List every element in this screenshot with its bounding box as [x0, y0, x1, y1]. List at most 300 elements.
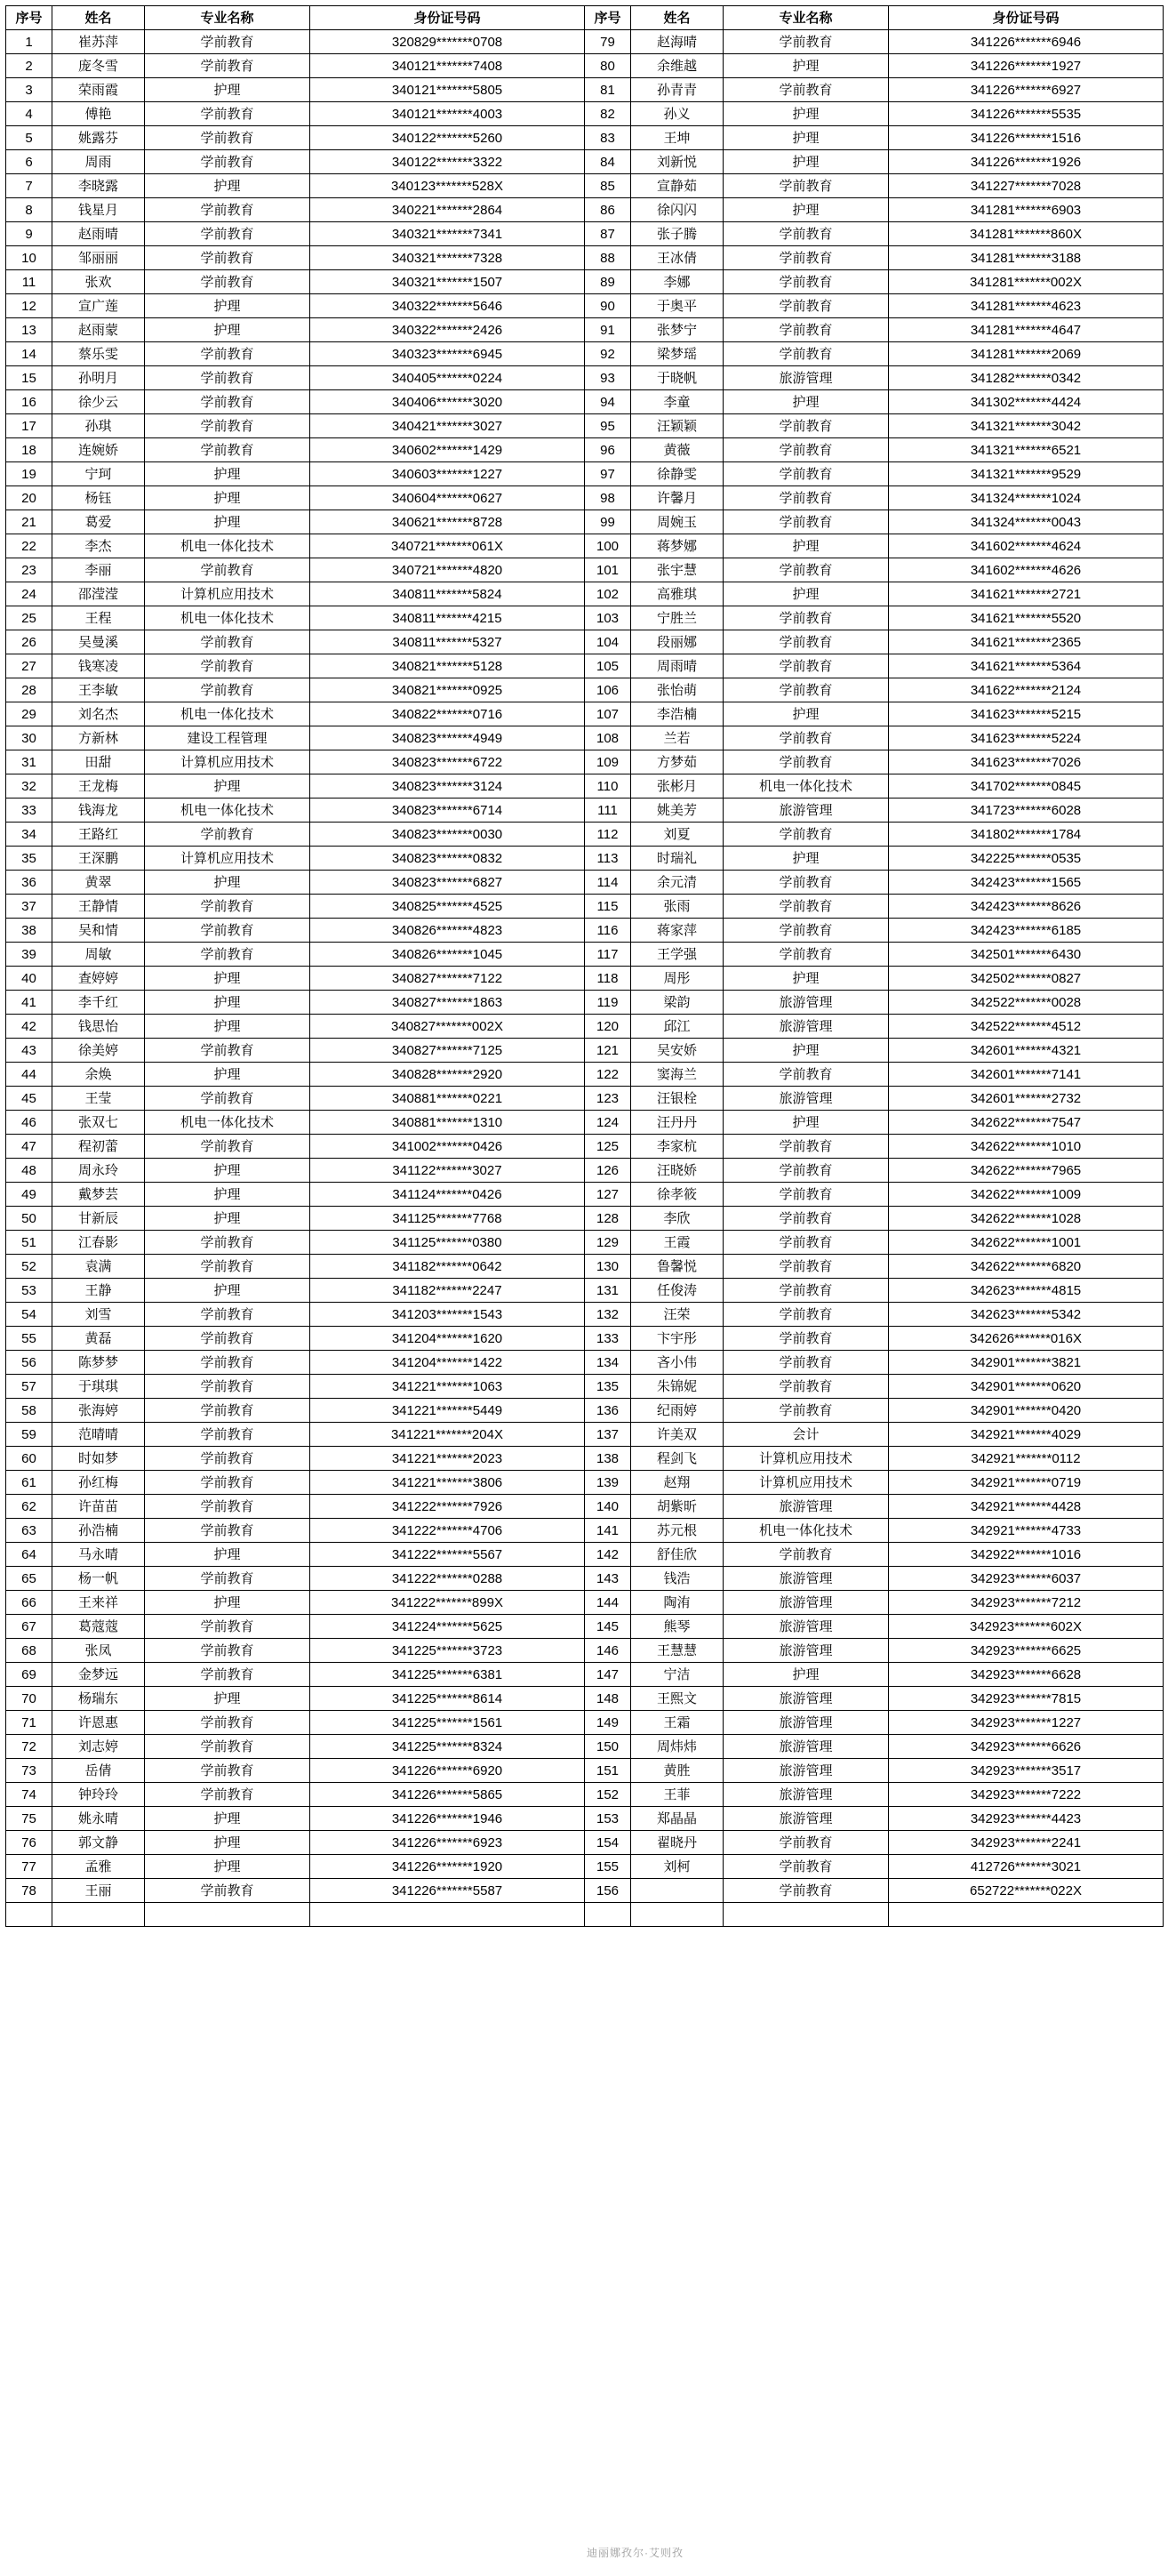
- cell-id-left: 340825*******4525: [310, 895, 585, 919]
- cell-id-left: 341226*******5865: [310, 1783, 585, 1807]
- cell-name-right: [631, 1879, 724, 1903]
- table-row: [6, 1591, 1164, 1615]
- cell-name-right: 蒋家萍: [631, 919, 724, 943]
- cell-major-right: 护理: [724, 390, 889, 414]
- cell-seq-left: 8: [6, 198, 52, 222]
- cell-major-right: 学前教育: [724, 1375, 889, 1399]
- cell-seq-left: 12: [6, 294, 52, 318]
- cell-id-left: 341221*******204X: [310, 1423, 585, 1447]
- cell-name-right: 方梦茹: [631, 750, 724, 774]
- table-row: [6, 558, 1164, 582]
- cell-major-left: 学前教育: [145, 1879, 310, 1903]
- cell-major-left: 护理: [145, 78, 310, 102]
- cell-id-right: 341281*******4623: [889, 294, 1164, 318]
- cell-major-left: 学前教育: [145, 1351, 310, 1375]
- cell-name-left: 方新林: [52, 726, 145, 750]
- cell-seq-left: 55: [6, 1327, 52, 1351]
- table-row: [6, 774, 1164, 798]
- cell-name-right: 张子腾: [631, 222, 724, 246]
- cell-id-right: 342923*******7212: [889, 1591, 1164, 1615]
- cell-id-left: 341182*******0642: [310, 1255, 585, 1279]
- cell-major-right: 学前教育: [724, 1351, 889, 1375]
- cell-major-right: 学前教育: [724, 510, 889, 534]
- cell-id-right: 342921*******0719: [889, 1471, 1164, 1495]
- cell-seq-right: 147: [585, 1663, 631, 1687]
- cell-name-left: 时如梦: [52, 1447, 145, 1471]
- cell-id-left: 340826*******4823: [310, 919, 585, 943]
- cell-seq-right: 88: [585, 246, 631, 270]
- table-row: [6, 919, 1164, 943]
- cell-seq-right: 156: [585, 1879, 631, 1903]
- cell-name-left: 余焕: [52, 1063, 145, 1087]
- student-roster-table: [5, 5, 1164, 1927]
- cell-name-right: 张宇慧: [631, 558, 724, 582]
- cell-major-left: 学前教育: [145, 1039, 310, 1063]
- cell-id-left: 340823*******6827: [310, 871, 585, 895]
- cell-major-right: 旅游管理: [724, 1495, 889, 1519]
- cell-seq-right: 143: [585, 1567, 631, 1591]
- table-row: [6, 1159, 1164, 1183]
- cell-seq-right: 99: [585, 510, 631, 534]
- cell-major-right: 计算机应用技术: [724, 1471, 889, 1495]
- cell-name-right: 纪雨婷: [631, 1399, 724, 1423]
- cell-name-right: 周彤: [631, 967, 724, 991]
- cell-name-right: 王熙文: [631, 1687, 724, 1711]
- cell-id-left: 340821*******0925: [310, 678, 585, 702]
- cell-seq-right: 117: [585, 943, 631, 967]
- cell-name-left: 杨一帆: [52, 1567, 145, 1591]
- cell-name-left: 陈梦梦: [52, 1351, 145, 1375]
- cell-id-right: 341302*******4424: [889, 390, 1164, 414]
- cell-id-right: [889, 1903, 1164, 1927]
- cell-seq-right: 149: [585, 1711, 631, 1735]
- table-row: [6, 847, 1164, 871]
- table-row: [6, 750, 1164, 774]
- cell-major-left: 学前教育: [145, 1615, 310, 1639]
- cell-id-left: 320829*******0708: [310, 30, 585, 54]
- cell-name-left: 田甜: [52, 750, 145, 774]
- cell-name-right: 程剑飞: [631, 1447, 724, 1471]
- cell-seq-left: 34: [6, 823, 52, 847]
- cell-seq-left: 72: [6, 1735, 52, 1759]
- cell-name-left: 张凤: [52, 1639, 145, 1663]
- col-header-seq-right: 序号: [585, 6, 631, 30]
- cell-seq-right: 121: [585, 1039, 631, 1063]
- col-header-id-right: 身份证号码: [889, 6, 1164, 30]
- table-row: [6, 222, 1164, 246]
- table-row: [6, 1327, 1164, 1351]
- cell-name-right: 汪晓娇: [631, 1159, 724, 1183]
- cell-id-right: 342522*******0028: [889, 991, 1164, 1015]
- cell-seq-right: 96: [585, 438, 631, 462]
- cell-id-left: 341182*******2247: [310, 1279, 585, 1303]
- cell-name-right: 王学强: [631, 943, 724, 967]
- cell-major-left: 学前教育: [145, 126, 310, 150]
- cell-id-right: 342923*******1227: [889, 1711, 1164, 1735]
- cell-major-left: 学前教育: [145, 1327, 310, 1351]
- cell-major-right: 护理: [724, 967, 889, 991]
- cell-major-right: 护理: [724, 1039, 889, 1063]
- cell-major-left: 机电一体化技术: [145, 702, 310, 726]
- cell-id-left: 340122*******3322: [310, 150, 585, 174]
- cell-seq-right: 151: [585, 1759, 631, 1783]
- cell-id-left: 341221*******5449: [310, 1399, 585, 1423]
- cell-name-right: 梁韵: [631, 991, 724, 1015]
- table-row: [6, 462, 1164, 486]
- table-row: [6, 126, 1164, 150]
- cell-name-right: 于奥平: [631, 294, 724, 318]
- cell-seq-right: 122: [585, 1063, 631, 1087]
- cell-major-left: 学前教育: [145, 30, 310, 54]
- cell-name-left: 金梦远: [52, 1663, 145, 1687]
- table-row: [6, 30, 1164, 54]
- cell-major-left: 学前教育: [145, 390, 310, 414]
- cell-name-right: 李欣: [631, 1207, 724, 1231]
- cell-major-right: 学前教育: [724, 342, 889, 366]
- cell-seq-left: 6: [6, 150, 52, 174]
- cell-seq-left: 61: [6, 1471, 52, 1495]
- cell-seq-left: 67: [6, 1615, 52, 1639]
- cell-major-left: 护理: [145, 1279, 310, 1303]
- cell-name-left: 刘雪: [52, 1303, 145, 1327]
- cell-major-right: 护理: [724, 150, 889, 174]
- cell-major-left: 学前教育: [145, 1231, 310, 1255]
- cell-major-right: 学前教育: [724, 654, 889, 678]
- cell-major-right: 学前教育: [724, 1135, 889, 1159]
- cell-name-left: 李千红: [52, 991, 145, 1015]
- cell-seq-left: 16: [6, 390, 52, 414]
- table-row: [6, 1639, 1164, 1663]
- cell-seq-right: 101: [585, 558, 631, 582]
- cell-name-left: 范晴晴: [52, 1423, 145, 1447]
- cell-major-left: 学前教育: [145, 558, 310, 582]
- cell-seq-left: 41: [6, 991, 52, 1015]
- table-row: [6, 1543, 1164, 1567]
- cell-major-right: 学前教育: [724, 750, 889, 774]
- cell-seq-left: 35: [6, 847, 52, 871]
- cell-id-left: 340828*******2920: [310, 1063, 585, 1087]
- cell-id-left: 341225*******8614: [310, 1687, 585, 1711]
- cell-id-left: 341225*******8324: [310, 1735, 585, 1759]
- cell-name-right: 郑晶晶: [631, 1807, 724, 1831]
- cell-seq-right: 112: [585, 823, 631, 847]
- cell-name-left: 荣雨霞: [52, 78, 145, 102]
- cell-id-left: 340405*******0224: [310, 366, 585, 390]
- cell-name-left: 钟玲玲: [52, 1783, 145, 1807]
- cell-major-right: 学前教育: [724, 1543, 889, 1567]
- cell-id-left: 340603*******1227: [310, 462, 585, 486]
- cell-major-left: 护理: [145, 1063, 310, 1087]
- table-row: [6, 1183, 1164, 1207]
- cell-seq-left: 74: [6, 1783, 52, 1807]
- cell-name-left: 王李敏: [52, 678, 145, 702]
- cell-major-right: 学前教育: [724, 1399, 889, 1423]
- cell-seq-left: 25: [6, 606, 52, 630]
- cell-seq-right: 133: [585, 1327, 631, 1351]
- cell-id-left: 340881*******0221: [310, 1087, 585, 1111]
- cell-major-left: 护理: [145, 1207, 310, 1231]
- cell-major-right: 学前教育: [724, 1207, 889, 1231]
- cell-major-right: 会计: [724, 1423, 889, 1447]
- cell-id-left: 341222*******4706: [310, 1519, 585, 1543]
- cell-id-right: 341623*******5224: [889, 726, 1164, 750]
- table-header: [6, 6, 1164, 30]
- cell-id-right: 342622*******1009: [889, 1183, 1164, 1207]
- cell-seq-right: 123: [585, 1087, 631, 1111]
- cell-major-right: 学前教育: [724, 222, 889, 246]
- cell-seq-left: 21: [6, 510, 52, 534]
- cell-seq-right: 94: [585, 390, 631, 414]
- cell-id-left: 341226*******1920: [310, 1855, 585, 1879]
- cell-seq-right: 124: [585, 1111, 631, 1135]
- cell-major-left: 学前教育: [145, 222, 310, 246]
- cell-seq-right: 134: [585, 1351, 631, 1375]
- cell-major-right: 学前教育: [724, 1303, 889, 1327]
- cell-major-right: [724, 1903, 889, 1927]
- cell-id-right: 342423*******1565: [889, 871, 1164, 895]
- cell-id-right: 342601*******4321: [889, 1039, 1164, 1063]
- table-row: [6, 702, 1164, 726]
- cell-seq-left: 77: [6, 1855, 52, 1879]
- cell-id-left: 340827*******002X: [310, 1015, 585, 1039]
- cell-seq-left: 31: [6, 750, 52, 774]
- table-row: [6, 895, 1164, 919]
- cell-name-left: 钱星月: [52, 198, 145, 222]
- cell-seq-right: 97: [585, 462, 631, 486]
- cell-id-left: 341225*******1561: [310, 1711, 585, 1735]
- cell-major-right: 旅游管理: [724, 1087, 889, 1111]
- cell-name-right: 王霜: [631, 1711, 724, 1735]
- cell-major-right: 学前教育: [724, 174, 889, 198]
- cell-name-left: 庞冬雪: [52, 54, 145, 78]
- cell-name-right: 许馨月: [631, 486, 724, 510]
- cell-major-left: 护理: [145, 486, 310, 510]
- cell-major-left: 学前教育: [145, 438, 310, 462]
- cell-id-right: 342923*******6037: [889, 1567, 1164, 1591]
- cell-seq-right: 84: [585, 150, 631, 174]
- cell-id-right: 341226*******1926: [889, 150, 1164, 174]
- table-row: [6, 1303, 1164, 1327]
- col-header-name-left: 姓名: [52, 6, 145, 30]
- cell-name-left: 李丽: [52, 558, 145, 582]
- cell-name-right: 邱江: [631, 1015, 724, 1039]
- cell-name-right: 鲁馨悦: [631, 1255, 724, 1279]
- cell-major-right: 学前教育: [724, 486, 889, 510]
- cell-id-right: 341282*******0342: [889, 366, 1164, 390]
- cell-seq-right: [585, 1903, 631, 1927]
- cell-seq-left: 10: [6, 246, 52, 270]
- cell-major-left: 学前教育: [145, 1495, 310, 1519]
- cell-id-right: 342622*******7965: [889, 1159, 1164, 1183]
- cell-major-left: 机电一体化技术: [145, 1111, 310, 1135]
- cell-seq-left: 71: [6, 1711, 52, 1735]
- cell-id-left: 341204*******1620: [310, 1327, 585, 1351]
- cell-id-right: 342626*******016X: [889, 1327, 1164, 1351]
- cell-id-right: 342623*******5342: [889, 1303, 1164, 1327]
- cell-seq-right: 91: [585, 318, 631, 342]
- cell-id-left: 341002*******0426: [310, 1135, 585, 1159]
- cell-seq-left: 7: [6, 174, 52, 198]
- cell-id-left: 341221*******2023: [310, 1447, 585, 1471]
- cell-major-left: 护理: [145, 774, 310, 798]
- cell-id-left: 340321*******1507: [310, 270, 585, 294]
- table-row: [6, 582, 1164, 606]
- col-header-name-right: 姓名: [631, 6, 724, 30]
- col-header-id-left: 身份证号码: [310, 6, 585, 30]
- cell-seq-right: 81: [585, 78, 631, 102]
- cell-name-right: 王坤: [631, 126, 724, 150]
- cell-major-left: 学前教育: [145, 1471, 310, 1495]
- table-row: [6, 1567, 1164, 1591]
- cell-id-right: 341623*******5215: [889, 702, 1164, 726]
- cell-id-right: 341226*******6927: [889, 78, 1164, 102]
- table-row: [6, 798, 1164, 823]
- cell-name-left: 杨钰: [52, 486, 145, 510]
- cell-seq-left: 46: [6, 1111, 52, 1135]
- cell-name-left: 查婷婷: [52, 967, 145, 991]
- cell-seq-left: 29: [6, 702, 52, 726]
- cell-id-right: 341226*******1516: [889, 126, 1164, 150]
- cell-seq-left: 65: [6, 1567, 52, 1591]
- cell-id-right: 342921*******4733: [889, 1519, 1164, 1543]
- cell-id-right: 341281*******4647: [889, 318, 1164, 342]
- table-row: [6, 534, 1164, 558]
- cell-name-right: 苏元根: [631, 1519, 724, 1543]
- cell-name-left: 钱海龙: [52, 798, 145, 823]
- cell-seq-left: 26: [6, 630, 52, 654]
- cell-name-right: 周炜炜: [631, 1735, 724, 1759]
- table-row: [6, 943, 1164, 967]
- cell-name-right: 吝小伟: [631, 1351, 724, 1375]
- cell-seq-right: 92: [585, 342, 631, 366]
- cell-id-right: 342501*******6430: [889, 943, 1164, 967]
- cell-major-left: 学前教育: [145, 630, 310, 654]
- cell-major-right: 学前教育: [724, 1855, 889, 1879]
- cell-seq-left: 76: [6, 1831, 52, 1855]
- cell-name-right: 徐孝筱: [631, 1183, 724, 1207]
- cell-name-left: 孙明月: [52, 366, 145, 390]
- cell-name-right: 张彬月: [631, 774, 724, 798]
- cell-major-right: 学前教育: [724, 1879, 889, 1903]
- cell-name-right: 梁梦瑶: [631, 342, 724, 366]
- cell-major-left: 学前教育: [145, 895, 310, 919]
- table-row: [6, 1663, 1164, 1687]
- cell-seq-left: 43: [6, 1039, 52, 1063]
- cell-name-right: 卞宇彤: [631, 1327, 724, 1351]
- cell-id-right: 342923*******7222: [889, 1783, 1164, 1807]
- cell-name-right: 周婉玉: [631, 510, 724, 534]
- cell-name-left: 连婉娇: [52, 438, 145, 462]
- cell-major-left: 学前教育: [145, 414, 310, 438]
- cell-name-left: 王龙梅: [52, 774, 145, 798]
- cell-major-left: 学前教育: [145, 654, 310, 678]
- cell-seq-right: 114: [585, 871, 631, 895]
- cell-name-right: 吴安娇: [631, 1039, 724, 1063]
- cell-id-left: 340811*******5824: [310, 582, 585, 606]
- cell-id-left: 341125*******0380: [310, 1231, 585, 1255]
- cell-name-left: 袁满: [52, 1255, 145, 1279]
- cell-name-right: 姚美芳: [631, 798, 724, 823]
- cell-major-left: 学前教育: [145, 246, 310, 270]
- cell-major-right: 护理: [724, 126, 889, 150]
- cell-id-right: 342923*******602X: [889, 1615, 1164, 1639]
- cell-id-right: 342423*******6185: [889, 919, 1164, 943]
- cell-major-left: 建设工程管理: [145, 726, 310, 750]
- cell-id-right: 341621*******2365: [889, 630, 1164, 654]
- cell-id-left: 341226*******6923: [310, 1831, 585, 1855]
- cell-id-right: 342921*******4029: [889, 1423, 1164, 1447]
- table-row: [6, 150, 1164, 174]
- cell-id-left: 340827*******1863: [310, 991, 585, 1015]
- cell-seq-right: 111: [585, 798, 631, 823]
- cell-name-left: 孙红梅: [52, 1471, 145, 1495]
- cell-id-right: 341621*******2721: [889, 582, 1164, 606]
- cell-id-left: 340121*******4003: [310, 102, 585, 126]
- cell-major-right: 学前教育: [724, 823, 889, 847]
- cell-id-right: 341226*******6946: [889, 30, 1164, 54]
- cell-seq-right: 127: [585, 1183, 631, 1207]
- cell-major-right: 学前教育: [724, 1279, 889, 1303]
- cell-seq-left: 60: [6, 1447, 52, 1471]
- cell-major-right: 护理: [724, 582, 889, 606]
- cell-seq-left: 42: [6, 1015, 52, 1039]
- cell-id-left: 341124*******0426: [310, 1183, 585, 1207]
- cell-seq-left: 24: [6, 582, 52, 606]
- cell-seq-right: 102: [585, 582, 631, 606]
- table-row: [6, 102, 1164, 126]
- cell-id-left: 340321*******7341: [310, 222, 585, 246]
- cell-major-right: 学前教育: [724, 678, 889, 702]
- cell-name-right: 余维越: [631, 54, 724, 78]
- cell-id-left: 341225*******3723: [310, 1639, 585, 1663]
- cell-seq-left: 78: [6, 1879, 52, 1903]
- cell-id-left: 340602*******1429: [310, 438, 585, 462]
- cell-seq-right: 136: [585, 1399, 631, 1423]
- cell-id-right: 342923*******6625: [889, 1639, 1164, 1663]
- cell-name-left: 孟雅: [52, 1855, 145, 1879]
- cell-name-right: 陶洧: [631, 1591, 724, 1615]
- cell-seq-left: 11: [6, 270, 52, 294]
- col-header-major-right: 专业名称: [724, 6, 889, 30]
- cell-seq-right: 98: [585, 486, 631, 510]
- cell-seq-left: 5: [6, 126, 52, 150]
- cell-seq-right: 153: [585, 1807, 631, 1831]
- cell-id-right: 342622*******6820: [889, 1255, 1164, 1279]
- cell-major-right: 旅游管理: [724, 1711, 889, 1735]
- cell-seq-right: 145: [585, 1615, 631, 1639]
- cell-name-left: 张欢: [52, 270, 145, 294]
- cell-id-right: 342901*******0420: [889, 1399, 1164, 1423]
- table-row: [6, 1711, 1164, 1735]
- cell-name-right: 时瑞礼: [631, 847, 724, 871]
- cell-major-left: 学前教育: [145, 1423, 310, 1447]
- cell-name-left: 王路红: [52, 823, 145, 847]
- cell-name-right: 汪荣: [631, 1303, 724, 1327]
- cell-id-left: 341222*******7926: [310, 1495, 585, 1519]
- cell-name-right: 任俊涛: [631, 1279, 724, 1303]
- cell-name-right: 李娜: [631, 270, 724, 294]
- table-row: [6, 1447, 1164, 1471]
- table-row: [6, 318, 1164, 342]
- cell-seq-left: 13: [6, 318, 52, 342]
- cell-name-right: 王菲: [631, 1783, 724, 1807]
- cell-name-left: 孙浩楠: [52, 1519, 145, 1543]
- table-row: [6, 1399, 1164, 1423]
- cell-major-left: 学前教育: [145, 198, 310, 222]
- cell-name-left: 周敏: [52, 943, 145, 967]
- table-row: [6, 174, 1164, 198]
- cell-name-right: 黄薇: [631, 438, 724, 462]
